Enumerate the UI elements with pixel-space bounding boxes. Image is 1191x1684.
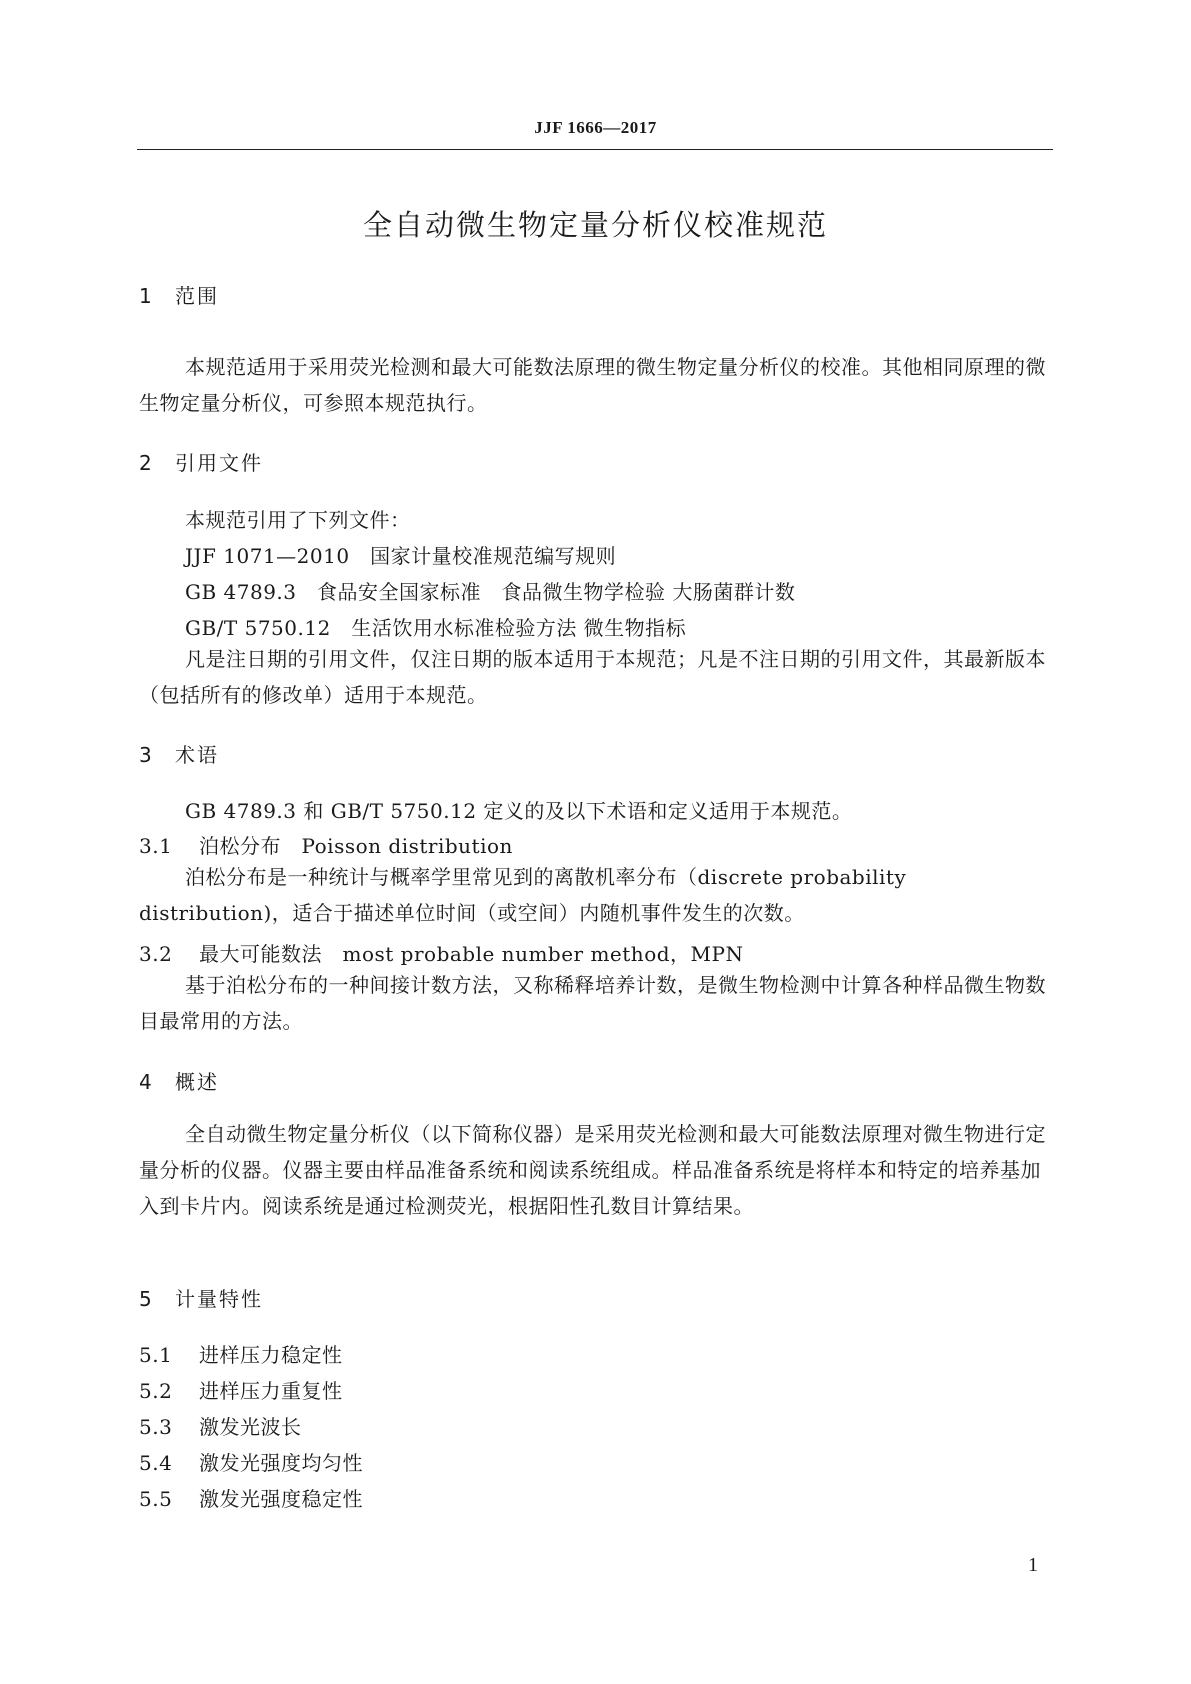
section-3-heading <box>139 739 219 768</box>
section-2-heading <box>139 447 263 476</box>
item-number: 5.2 <box>139 1379 173 1403</box>
item-text: 进样压力稳定性 <box>199 1343 343 1367</box>
section-number: 3 <box>139 743 154 767</box>
term-3-2 <box>139 938 743 967</box>
header-divider <box>137 149 1053 150</box>
reference-item: GB 4789.3 食品安全国家标准 食品微生物学检验 大肠菌群计数 <box>185 580 796 604</box>
term-name: 泊松分布 Poisson distribution <box>199 834 513 858</box>
section-title: 术语 <box>175 743 219 767</box>
section-number: 5 <box>139 1287 154 1311</box>
term-number: 3.2 <box>139 942 173 966</box>
section-title: 范围 <box>175 284 219 308</box>
characteristic-item <box>139 1483 363 1512</box>
item-number: 5.3 <box>139 1415 173 1439</box>
reference-item: GB/T 5750.12 生活饮用水标准检验方法 微生物指标 <box>185 616 687 640</box>
section-5-heading <box>139 1283 263 1312</box>
term-name: 最大可能数法 most probable number method，MPN <box>199 942 744 966</box>
term-3-2-definition: 基于泊松分布的一种间接计数方法，又称稀释培养计数，是微生物检测中计算各种样品微生物数目最常用的方法。 <box>139 973 1046 1033</box>
document-title: 全自动微生物定量分析仪校准规范 <box>362 208 828 242</box>
section-4-paragraph: 全自动微生物定量分析仪（以下简称仪器）是采用荧光检测和最大可能数法原理对微生物进行定量分析的仪器。仪器主要由样品准备系统和阅读系统组成。样品准备系统是将样本和特定的培养基加入到卡片内。阅读系统是通过检测荧光，根据阳性孔数目计算结果。 <box>139 1122 1046 1218</box>
characteristic-item <box>139 1411 302 1440</box>
section-1-heading <box>139 280 219 309</box>
section-number: 4 <box>139 1070 154 1094</box>
term-3-1-definition: 泊松分布是一种统计与概率学里常见到的离散机率分布（discrete probability distribution)，适合于描述单位时间（或空间）内随机事件发生的次数。 <box>139 865 907 925</box>
section-4-heading <box>139 1066 219 1095</box>
section-title: 概述 <box>175 1070 219 1094</box>
item-number: 5.1 <box>139 1343 173 1367</box>
characteristic-item <box>139 1375 343 1404</box>
references-intro: 本规范引用了下列文件： <box>185 508 411 532</box>
page-number: 1 <box>1028 1554 1038 1576</box>
item-number: 5.4 <box>139 1451 173 1475</box>
reference-item: JJF 1071—2010 国家计量校准规范编写规则 <box>185 544 617 568</box>
term-number: 3.1 <box>139 834 173 858</box>
section-number: 1 <box>139 284 154 308</box>
item-text: 激发光波长 <box>199 1415 302 1439</box>
item-text: 激发光强度均匀性 <box>199 1451 363 1475</box>
references-note: 凡是注日期的引用文件，仅注日期的版本适用于本规范；凡是不注日期的引用文件，其最新版本（包括所有的修改单）适用于本规范。 <box>139 647 1046 707</box>
section-title: 计量特性 <box>175 1287 263 1311</box>
standard-code: JJF 1666—2017 <box>534 118 657 137</box>
item-text: 激发光强度稳定性 <box>199 1487 363 1511</box>
item-text: 进样压力重复性 <box>199 1379 343 1403</box>
section-1-paragraph: 本规范适用于采用荧光检测和最大可能数法原理的微生物定量分析仪的校准。其他相同原理的微生物定量分析仪，可参照本规范执行。 <box>139 355 1046 415</box>
section-title: 引用文件 <box>175 451 263 475</box>
characteristic-item <box>139 1447 363 1476</box>
item-number: 5.5 <box>139 1487 173 1511</box>
terms-intro: GB 4789.3 和 GB/T 5750.12 定义的及以下术语和定义适用于本规范。 <box>185 799 853 823</box>
term-3-1 <box>139 830 513 859</box>
characteristic-item <box>139 1339 343 1368</box>
section-number: 2 <box>139 451 154 475</box>
